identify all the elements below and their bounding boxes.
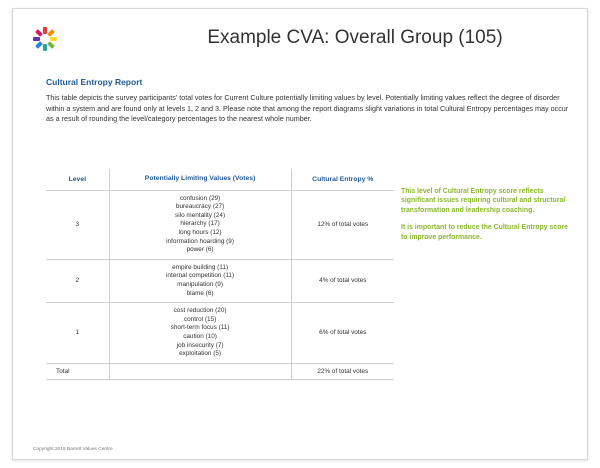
value-item: silo mentality (24) (175, 211, 226, 219)
cell-level: 1 (46, 303, 109, 364)
side-note-paragraph-2: It is important to reduce the Cultural Entropy score to improve performance. (401, 224, 568, 241)
cell-level: 3 (46, 190, 109, 259)
entropy-side-note (401, 187, 571, 250)
table-row-level-1 (46, 303, 394, 364)
value-item: exploitation (5) (179, 350, 222, 358)
side-note-paragraph-1: This level of Cultural Entropy score reflects significant issues requiring cultural and structural transformation and leadership coaching. (401, 188, 566, 214)
report-title: Cultural Entropy Report (46, 77, 143, 87)
value-item: internal competition (11) (166, 272, 235, 280)
report-intro: This table depicts the survey participants' total votes for Current Culture potentially limiting values by level. Potentially limiting values reflect the degree of disorder within a system and are found only at levels 1, 2 and 3. Please note that among the report diagrams slight variations in total Cultural Entropy percentages may occur as a result of rounding the level/category percentages to the nearest whole number. (46, 93, 569, 123)
value-item: long hours (12) (178, 228, 222, 236)
value-item: bureaucracy (27) (175, 203, 225, 211)
value-item: hierarchy (17) (180, 220, 220, 228)
table-header-row (46, 169, 394, 190)
value-item: caution (10) (183, 332, 217, 340)
value-item: blame (6) (186, 289, 214, 297)
cell-total-entropy: 22% of total votes (291, 363, 394, 379)
value-item: empire building (11) (172, 263, 229, 271)
cell-entropy: 6% of total votes (291, 303, 394, 364)
header-level: Level (46, 169, 109, 190)
value-item: information hoarding (9) (166, 237, 234, 245)
table-row-level-3 (46, 190, 394, 259)
cell-level: 2 (46, 259, 109, 302)
cell-entropy: 12% of total votes (291, 190, 394, 259)
cell-entropy: 4% of total votes (291, 259, 394, 302)
cell-total-label: Total (46, 363, 109, 379)
cell-total-values (109, 363, 291, 379)
page-title: Example CVA: Overall Group (105) (207, 27, 503, 48)
value-item: manipulation (9) (177, 280, 223, 288)
value-item: job insecurity (7) (176, 341, 224, 349)
report-page (12, 8, 588, 460)
value-item: cost reduction (20) (173, 307, 227, 315)
value-item: confusion (29) (179, 194, 221, 202)
header-values: Potentially Limiting Values (Votes) (109, 169, 291, 190)
cell-values (109, 190, 291, 259)
value-item: power (6) (186, 246, 214, 254)
table-row-level-2 (46, 259, 394, 302)
table-row-total (46, 363, 394, 379)
copyright-footer: Copyright 2019 Barrett Values Centre (33, 447, 113, 452)
value-item: short-term focus (11) (170, 324, 230, 332)
cell-values (109, 259, 291, 302)
entropy-table (46, 169, 394, 380)
header-entropy: Cultural Entropy % (291, 169, 394, 190)
value-item: control (15) (183, 315, 217, 323)
cell-values (109, 303, 291, 364)
